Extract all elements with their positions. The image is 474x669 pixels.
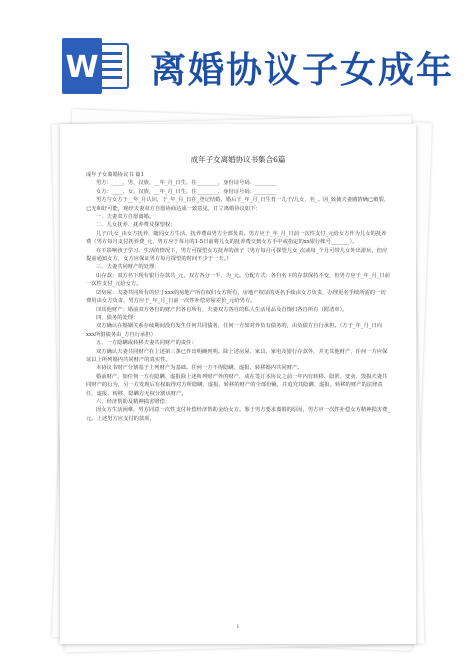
document-paragraph: ⑵房屋：夫妻共同所有的位于xxx的房地产所有权归女方所有，房地产权证的更名手续由女方负责，办理更名手续所需的一切费用由女方负责，男方应于_年_月_日前一次性补偿房屋差价_元给男方。: [86, 289, 386, 305]
document-paragraph: 男方与女方于__年_月认识，于_年_月_日在_登记结婚，婚后于_年_月_日生育一儿子/儿女，名_。因_致使夫妻感情确已破裂，已无和好可能，现经夫妻双方自愿协商达成一致意见，订立离婚协议如下：: [86, 197, 390, 212]
document-paragraph: 女方：____，女，汉族，__年_月_日生，住________，身份证号码：________: [96, 188, 277, 195]
document-paragraph: 四、债务的处理：: [96, 314, 139, 321]
document-paragraph: 因女方生活困难，男方同意一次性支付补偿经济帮助金给女方。鉴于男方要求离婚的原因，男方应一次性补偿女方精神损害费_元。上述男方应支付的款项，: [86, 407, 390, 422]
document-paragraph: ⑴存款：双方名下现有银行存款共_元，双方各分一半，为_元。分配方式：各自名下的存款保持不变，但男方应于_年_月_日前一次性支付_元给女方。: [86, 272, 390, 288]
document-body: [60, 165, 416, 423]
page-number: 1: [236, 624, 240, 630]
document-paragraph: 男方：____，男，汉族，__年_月_日生，住________，身份证号码：________: [96, 180, 277, 187]
document-paragraph: 婚前财产，如任何一方有隐瞒、虚报除上述所列财产外的财产，或在签订本协议之前一年内有转移、隐匿、变卖、毁损夫妻共同财产的行为，另一方发现后有权取得对方所隐瞒、虚报、转移的财产的全部份额，并追究其隐瞒、虚报、转移的财产的法律责任，虚报、转移、隐瞒方无权分割该财产。: [86, 373, 388, 397]
word-icon-letter: W: [65, 50, 99, 85]
document-paragraph: 三、夫妻共同财产的处理：: [96, 264, 160, 271]
document-paragraph: 在不影响孩子学习、生活的情况下，男方可探望女方抚养的孩子（男方每月可探望儿女_次或每_个月可带儿女外出游玩，但应提前通知女方，女方应保证男方每月探望的时间不少于一天。）: [86, 247, 388, 263]
banner: [0, 0, 474, 120]
document-page: [60, 124, 416, 644]
document-preview: [56, 120, 426, 650]
word-document-icon: [60, 38, 132, 94]
document-paragraph: 成年子女离婚协议书 篇1: [86, 172, 145, 178]
document-title: 成年子女离婚协议书集合6篇: [190, 155, 286, 164]
banner-title: 离婚协议子女成年: [150, 50, 455, 91]
document-paragraph: 二、儿女抚养、抚养费及探望权：: [96, 222, 176, 229]
document-paragraph: 六、经济帮助及精神损害赔偿：: [96, 398, 171, 405]
document-paragraph: 双方确认在婚姻关系存续期间没有发生任何共同债务，任何一方如对外负有债务的，由负债方自行承担。（方于_年_月_日向xxx所借债务由_方自行承担）: [86, 323, 383, 338]
document-paragraph: 本协议书财产分割基于上列财产为基础。任何一方不得隐瞒、虚报、转移婚内共同财产。: [96, 365, 303, 372]
document-paragraph: ⑶其他财产：婚前双方各自的财产归各自所有，夫妻双方各自的私人生活用品及首饰归各自所有（附清单）。: [96, 306, 348, 313]
document-paragraph: 儿子/儿女_由女方抚养，随同女方生活，抚养费由男方全部负责，男方应于_年_月_日前一次性支付_元给女方作为儿女的抚养费（男方每月支付抚养费_元，男方应于每月的1-5日前将儿女的抚养费交到女方手中或指定的xx银行帐号_______）。: [86, 230, 387, 246]
document-paragraph: 双方确认夫妻共同财产在上述第三条已作出明确列明。除上述房屋、家具、家电及银行存款外，并无其他财产，任何一方应保证以上所列婚内共同财产的真实性。: [86, 348, 388, 363]
document-paragraph: 一、夫妻双方自愿离婚。: [96, 214, 155, 221]
document-paragraph: 五、一方隐瞒或转移夫妻共同财产的责任：: [96, 340, 197, 347]
